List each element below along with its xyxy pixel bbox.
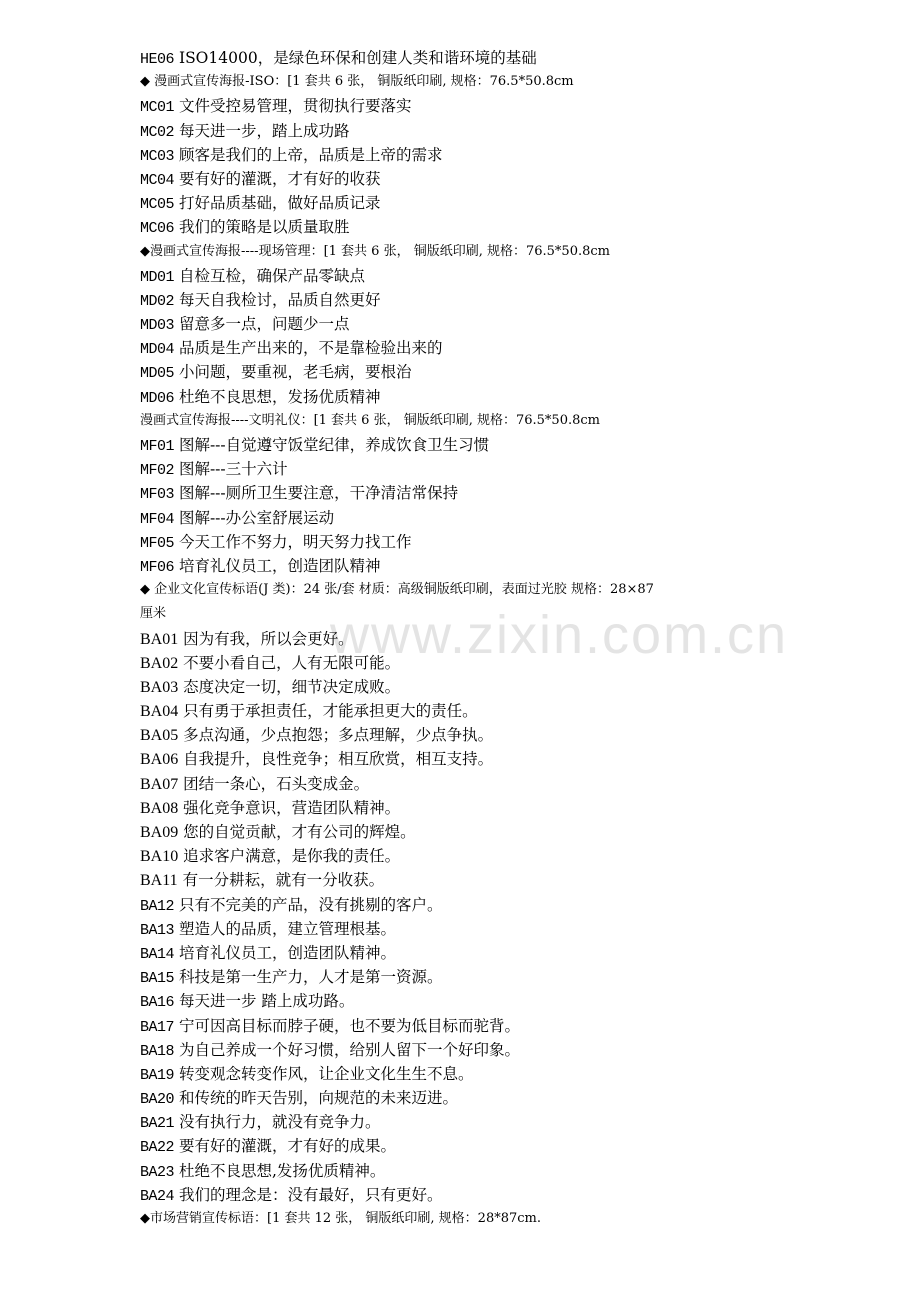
slogan-line <box>140 167 790 191</box>
item-code: MF06 <box>140 558 175 576</box>
item-text: 顾客是我们的上帝，品质是上帝的需求 <box>174 145 443 164</box>
item-code: MC01 <box>140 99 175 117</box>
heading-text: 漫画式宣传海报----文明礼仪：[1 套共 6 张， 铜版纸印刷, 规格：76.5*50.8cm <box>140 412 600 428</box>
item-text: 塑造人的品质，建立管理根基。 <box>174 919 396 938</box>
diamond-bullet-icon: ◆ <box>140 582 150 598</box>
item-text: 不要小看自己，人有无限可能。 <box>178 653 401 672</box>
item-code: MF03 <box>140 486 175 504</box>
slogan-line <box>140 1014 790 1038</box>
item-code: BA08 <box>140 799 179 817</box>
item-text: 和传统的昨天告别，向规范的未来迈进。 <box>174 1089 458 1108</box>
slogan-line <box>140 433 790 457</box>
item-code: BA11 <box>140 872 178 890</box>
section-heading <box>140 70 790 94</box>
item-text: 态度决定一切，细节决定成败。 <box>178 677 401 696</box>
item-code: BA01 <box>140 630 179 648</box>
slogan-line <box>140 893 790 917</box>
item-text: 打好品质基础，做好品质记录 <box>174 194 381 213</box>
slogan-line <box>140 941 790 965</box>
slogan-line <box>140 457 790 481</box>
item-code: MF01 <box>140 438 175 455</box>
item-code: BA09 <box>140 824 179 842</box>
item-text: 每天进一步，踏上成功路 <box>174 121 350 140</box>
item-text: 每天进一步 踏上成功路。 <box>174 992 355 1011</box>
item-text: 培育礼仪员工，创造团队精神 <box>174 556 381 575</box>
item-text: 杜绝不良思想,发扬优质精神。 <box>174 1161 386 1180</box>
slogan-line <box>140 215 790 239</box>
item-text: 要有好的灌溉，才有好的成果。 <box>174 1137 396 1156</box>
item-code: MF05 <box>140 534 175 552</box>
slogan-line <box>140 627 790 651</box>
slogan-line <box>140 94 790 118</box>
slogan-line <box>140 651 790 675</box>
slogan-line <box>140 844 790 868</box>
slogan-line <box>140 46 790 70</box>
item-text: 杜绝不良思想，发扬优质精神 <box>174 387 381 406</box>
slogan-line <box>140 796 790 820</box>
item-text: 要有好的灌溉，才有好的收获 <box>174 169 381 188</box>
item-code: MC02 <box>140 123 175 141</box>
item-code: BA22 <box>140 1139 175 1157</box>
slogan-line <box>140 506 790 530</box>
slogan-line <box>140 820 790 844</box>
diamond-bullet-icon: ◆ <box>140 243 150 259</box>
item-text: 图解---办公室舒展运动 <box>174 508 335 527</box>
slogan-line <box>140 1183 790 1207</box>
heading-text: 市场营销宣传标语：[1 套共 12 张， 铜版纸印刷, 规格：28*87cm. <box>150 1211 542 1227</box>
slogan-line <box>140 1110 790 1134</box>
section-heading <box>140 409 790 433</box>
item-text: 文件受控易管理，贯彻执行要落实 <box>174 97 412 116</box>
section-heading <box>140 1207 790 1231</box>
item-text: 只有勇于承担责任，才能承担更大的责任。 <box>178 702 478 721</box>
item-code: BA17 <box>140 1018 175 1036</box>
slogan-line <box>140 530 790 554</box>
item-text: 今天工作不努力，明天努力找工作 <box>174 532 412 551</box>
item-code: BA07 <box>140 775 179 793</box>
item-text: 有一分耕耘，就有一分收获。 <box>177 871 385 890</box>
item-text: 图解---自觉遵守饭堂纪律，养成饮食卫生习惯 <box>174 436 490 454</box>
slogan-line <box>140 1038 790 1062</box>
item-code: MD06 <box>140 389 175 407</box>
slogan-line <box>140 868 790 892</box>
item-text: 多点沟通，少点抱怨；多点理解，少点争执。 <box>178 726 494 745</box>
item-code: BA12 <box>140 897 175 915</box>
item-code: BA03 <box>140 678 179 696</box>
item-text: 每天自我检讨，品质自然更好 <box>174 290 381 309</box>
item-code: MF04 <box>140 510 175 528</box>
item-code: BA20 <box>140 1091 175 1109</box>
item-code: BA05 <box>140 727 179 745</box>
item-code: MD04 <box>140 341 175 359</box>
slogan-line <box>140 312 790 336</box>
item-code: MD05 <box>140 365 175 383</box>
item-text: 科技是第一生产力，人才是第一资源。 <box>174 968 443 987</box>
item-code: BA23 <box>140 1163 175 1181</box>
item-code: BA10 <box>140 848 179 866</box>
slogan-line <box>140 143 790 167</box>
item-code: BA14 <box>140 945 175 963</box>
item-text: 宁可因高目标而脖子硬，也不要为低目标而驼背。 <box>174 1016 520 1035</box>
item-code: BA19 <box>140 1066 175 1084</box>
item-text: 为自己养成一个好习惯，给别人留下一个好印象。 <box>174 1040 520 1059</box>
item-text: 追求客户满意，是你我的责任。 <box>178 847 401 866</box>
item-code: BA16 <box>140 994 175 1012</box>
heading-text: 企业文化宣传标语(J 类)：24 张/套 材质：高级铜版纸印刷，表面过光胶 规格：28×87 <box>150 582 654 598</box>
slogan-line <box>140 1062 790 1086</box>
item-code: BA15 <box>140 970 175 988</box>
item-text: 我们的理念是：没有最好，只有更好。 <box>174 1185 443 1204</box>
item-code: MC04 <box>140 171 175 189</box>
slogan-line <box>140 554 790 578</box>
item-text: 强化竞争意识，营造团队精神。 <box>178 798 401 817</box>
item-text: 您的自觉贡献，才有公司的辉煌。 <box>178 823 416 842</box>
item-text: 没有执行力，就没有竞争力。 <box>174 1113 381 1132</box>
slogan-line <box>140 288 790 312</box>
item-code: MD01 <box>140 268 175 286</box>
slogan-line <box>140 481 790 505</box>
item-text: 只有不完美的产品，没有挑剔的客户。 <box>174 895 443 914</box>
slogan-line <box>140 1159 790 1183</box>
item-text: 转变观念转变作风，让企业文化生生不息。 <box>174 1064 474 1083</box>
diamond-bullet-icon: ◆ <box>140 74 150 90</box>
item-text: 团结一条心，石头变成金。 <box>178 774 370 793</box>
item-code: BA21 <box>140 1115 175 1133</box>
slogan-line <box>140 191 790 215</box>
item-code: MC05 <box>140 196 175 214</box>
item-text: 留意多一点，问题少一点 <box>174 315 350 334</box>
diamond-bullet-icon: ◆ <box>140 1211 150 1227</box>
item-code: MC03 <box>140 147 175 165</box>
item-code: BA06 <box>140 751 179 769</box>
slogan-line <box>140 1086 790 1110</box>
slogan-line <box>140 917 790 941</box>
slogan-line <box>140 723 790 747</box>
item-text: 图解---厕所卫生要注意，干净清洁常保持 <box>174 484 459 503</box>
item-code: BA24 <box>140 1187 175 1205</box>
slogan-line <box>140 385 790 409</box>
heading-text: 漫画式宣传海报----现场管理：[1 套共 6 张， 铜版纸印刷, 规格：76.5*50.8cm <box>150 243 610 259</box>
document-body <box>140 46 790 1231</box>
item-code: BA18 <box>140 1042 175 1060</box>
heading-text: 漫画式宣传海报-ISO：[1 套共 6 张， 铜版纸印刷, 规格：76.5*50.8cm <box>150 74 574 90</box>
slogan-line <box>140 989 790 1013</box>
item-code: MC06 <box>140 220 175 238</box>
section-heading <box>140 578 790 626</box>
item-text: 自我提升，良性竞争；相互欣赏，相互支持。 <box>178 750 494 769</box>
slogan-line <box>140 360 790 384</box>
slogan-line <box>140 1134 790 1158</box>
item-text: 品质是生产出来的，不是靠检验出来的 <box>174 339 443 358</box>
item-code: BA04 <box>140 703 179 721</box>
item-text: 培育礼仪员工，创造团队精神。 <box>174 943 396 962</box>
item-code: BA02 <box>140 654 179 672</box>
item-text: 小问题，要重视，老毛病，要根治 <box>174 363 412 382</box>
slogan-line <box>140 699 790 723</box>
item-code: MD03 <box>140 317 175 335</box>
item-text: 因为有我，所以会更好。 <box>178 629 354 648</box>
item-code: MD02 <box>140 292 175 310</box>
item-code: BA13 <box>140 921 175 939</box>
item-text: ISO14000，是绿色环保和创建人类和谐环境的基础 <box>174 49 537 67</box>
item-text: 我们的策略是以质量取胜 <box>174 218 350 237</box>
slogan-line <box>140 747 790 771</box>
slogan-line <box>140 772 790 796</box>
slogan-line <box>140 119 790 143</box>
slogan-line <box>140 336 790 360</box>
heading-text-continued: 厘米 <box>140 606 167 622</box>
slogan-line <box>140 965 790 989</box>
item-text: 图解---三十六计 <box>174 460 288 479</box>
item-code: MF02 <box>140 462 175 480</box>
item-text: 自检互检，确保产品零缺点 <box>174 266 365 285</box>
watermark: www.zixin.com.cn <box>330 605 789 665</box>
item-code: HE06 <box>140 51 175 68</box>
section-heading <box>140 240 790 264</box>
slogan-line <box>140 264 790 288</box>
slogan-line <box>140 675 790 699</box>
